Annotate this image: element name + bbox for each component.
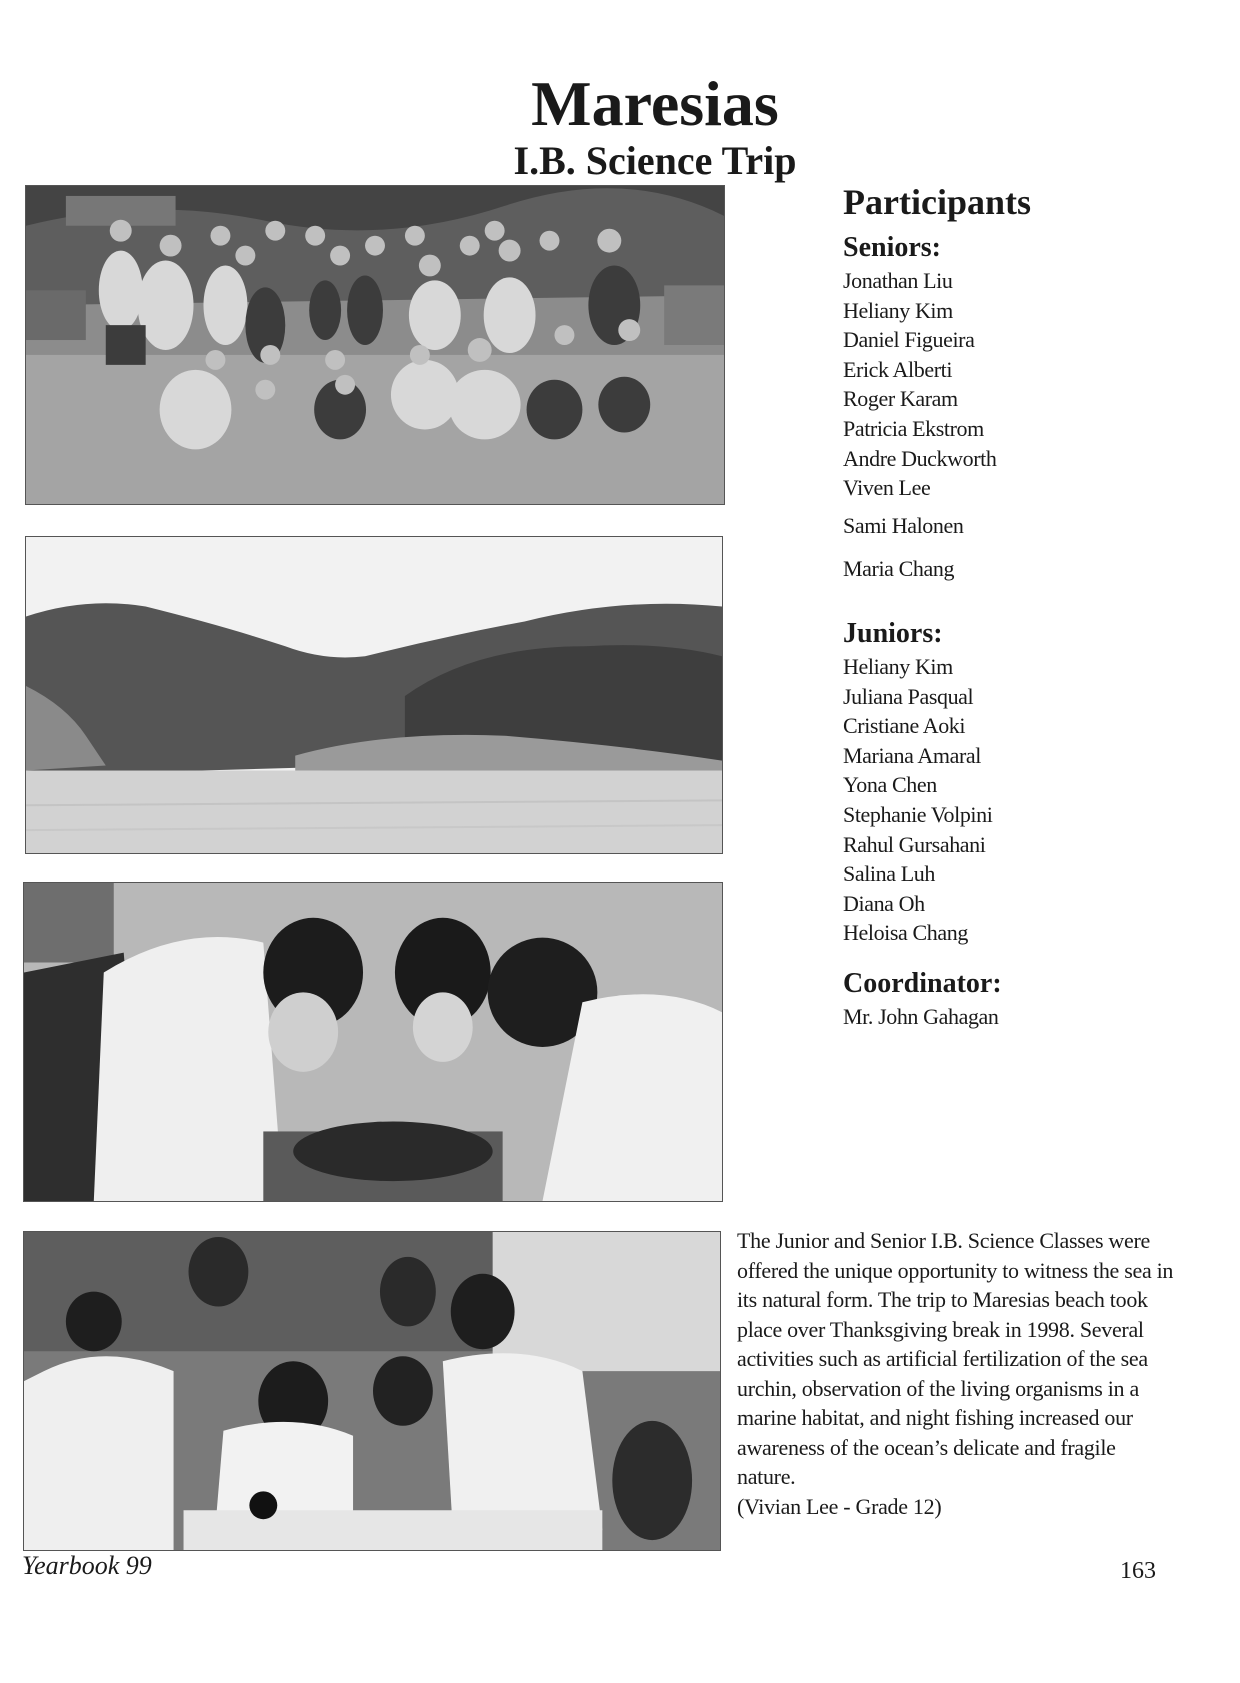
juniors-heading: Juniors:	[843, 617, 943, 649]
coordinator-list	[843, 1002, 1223, 1032]
junior-name: Diana Oh	[843, 890, 925, 916]
seniors-list	[843, 266, 1223, 584]
publication-footer: Yearbook 99	[22, 1551, 152, 1580]
page-title: Maresias	[531, 68, 779, 139]
senior-name: Heliany Kim	[843, 297, 953, 323]
senior-name: Maria Chang	[843, 556, 955, 582]
page-subtitle: I.B. Science Trip	[513, 138, 797, 183]
junior-name: Yona Chen	[843, 772, 937, 798]
seniors-heading: Seniors:	[843, 232, 941, 263]
juniors-list	[843, 652, 1223, 948]
coordinator-heading: Coordinator:	[843, 967, 1002, 999]
senior-name: Daniel Figueira	[843, 327, 975, 353]
senior-name: Jonathan Liu	[843, 268, 953, 293]
senior-name: Roger Karam	[843, 386, 958, 412]
page-number: 163	[1120, 1558, 1156, 1584]
coordinator-name: Mr. John Gahagan	[843, 1003, 999, 1029]
senior-name: Viven Lee	[843, 475, 931, 501]
junior-name: Salina Luh	[843, 861, 935, 887]
senior-name: Erick Alberti	[843, 356, 953, 382]
junior-name: Heloisa Chang	[843, 920, 968, 946]
junior-name: Rahul Gursahani	[843, 831, 986, 857]
junior-name: Heliany Kim	[843, 653, 953, 679]
junior-name: Stephanie Volpini	[843, 801, 993, 827]
story-text: The Junior and Senior I.B. Science Classes were offered the unique opportunity to witness the sea in its natural form. The trip to Maresias beach took place over Thanksgiving break in 1998. Several activities such as artificial fertilization of the sea urchin, observation of the living organisms in a marine habitat, and night fishing increased our awareness of the ocean’s delicate and fragile nature.	[737, 1228, 1174, 1489]
students-lab-photo	[23, 882, 723, 1202]
junior-name: Cristiane Aoki	[843, 713, 966, 739]
story-credit: (Vivian Lee - Grade 12)	[737, 1493, 942, 1519]
story-block	[737, 1226, 1177, 1521]
bay-landscape-photo	[25, 536, 723, 854]
group-photo	[25, 185, 725, 505]
students-table-photo	[23, 1231, 721, 1551]
senior-name: Patricia Ekstrom	[843, 415, 984, 441]
participants-panel	[843, 178, 1223, 1031]
senior-name: Andre Duckworth	[843, 445, 997, 471]
participants-heading: Participants	[843, 182, 1031, 222]
junior-name: Mariana Amaral	[843, 742, 981, 768]
junior-name: Juliana Pasqual	[843, 683, 974, 709]
senior-name: Sami Halonen	[843, 512, 964, 538]
